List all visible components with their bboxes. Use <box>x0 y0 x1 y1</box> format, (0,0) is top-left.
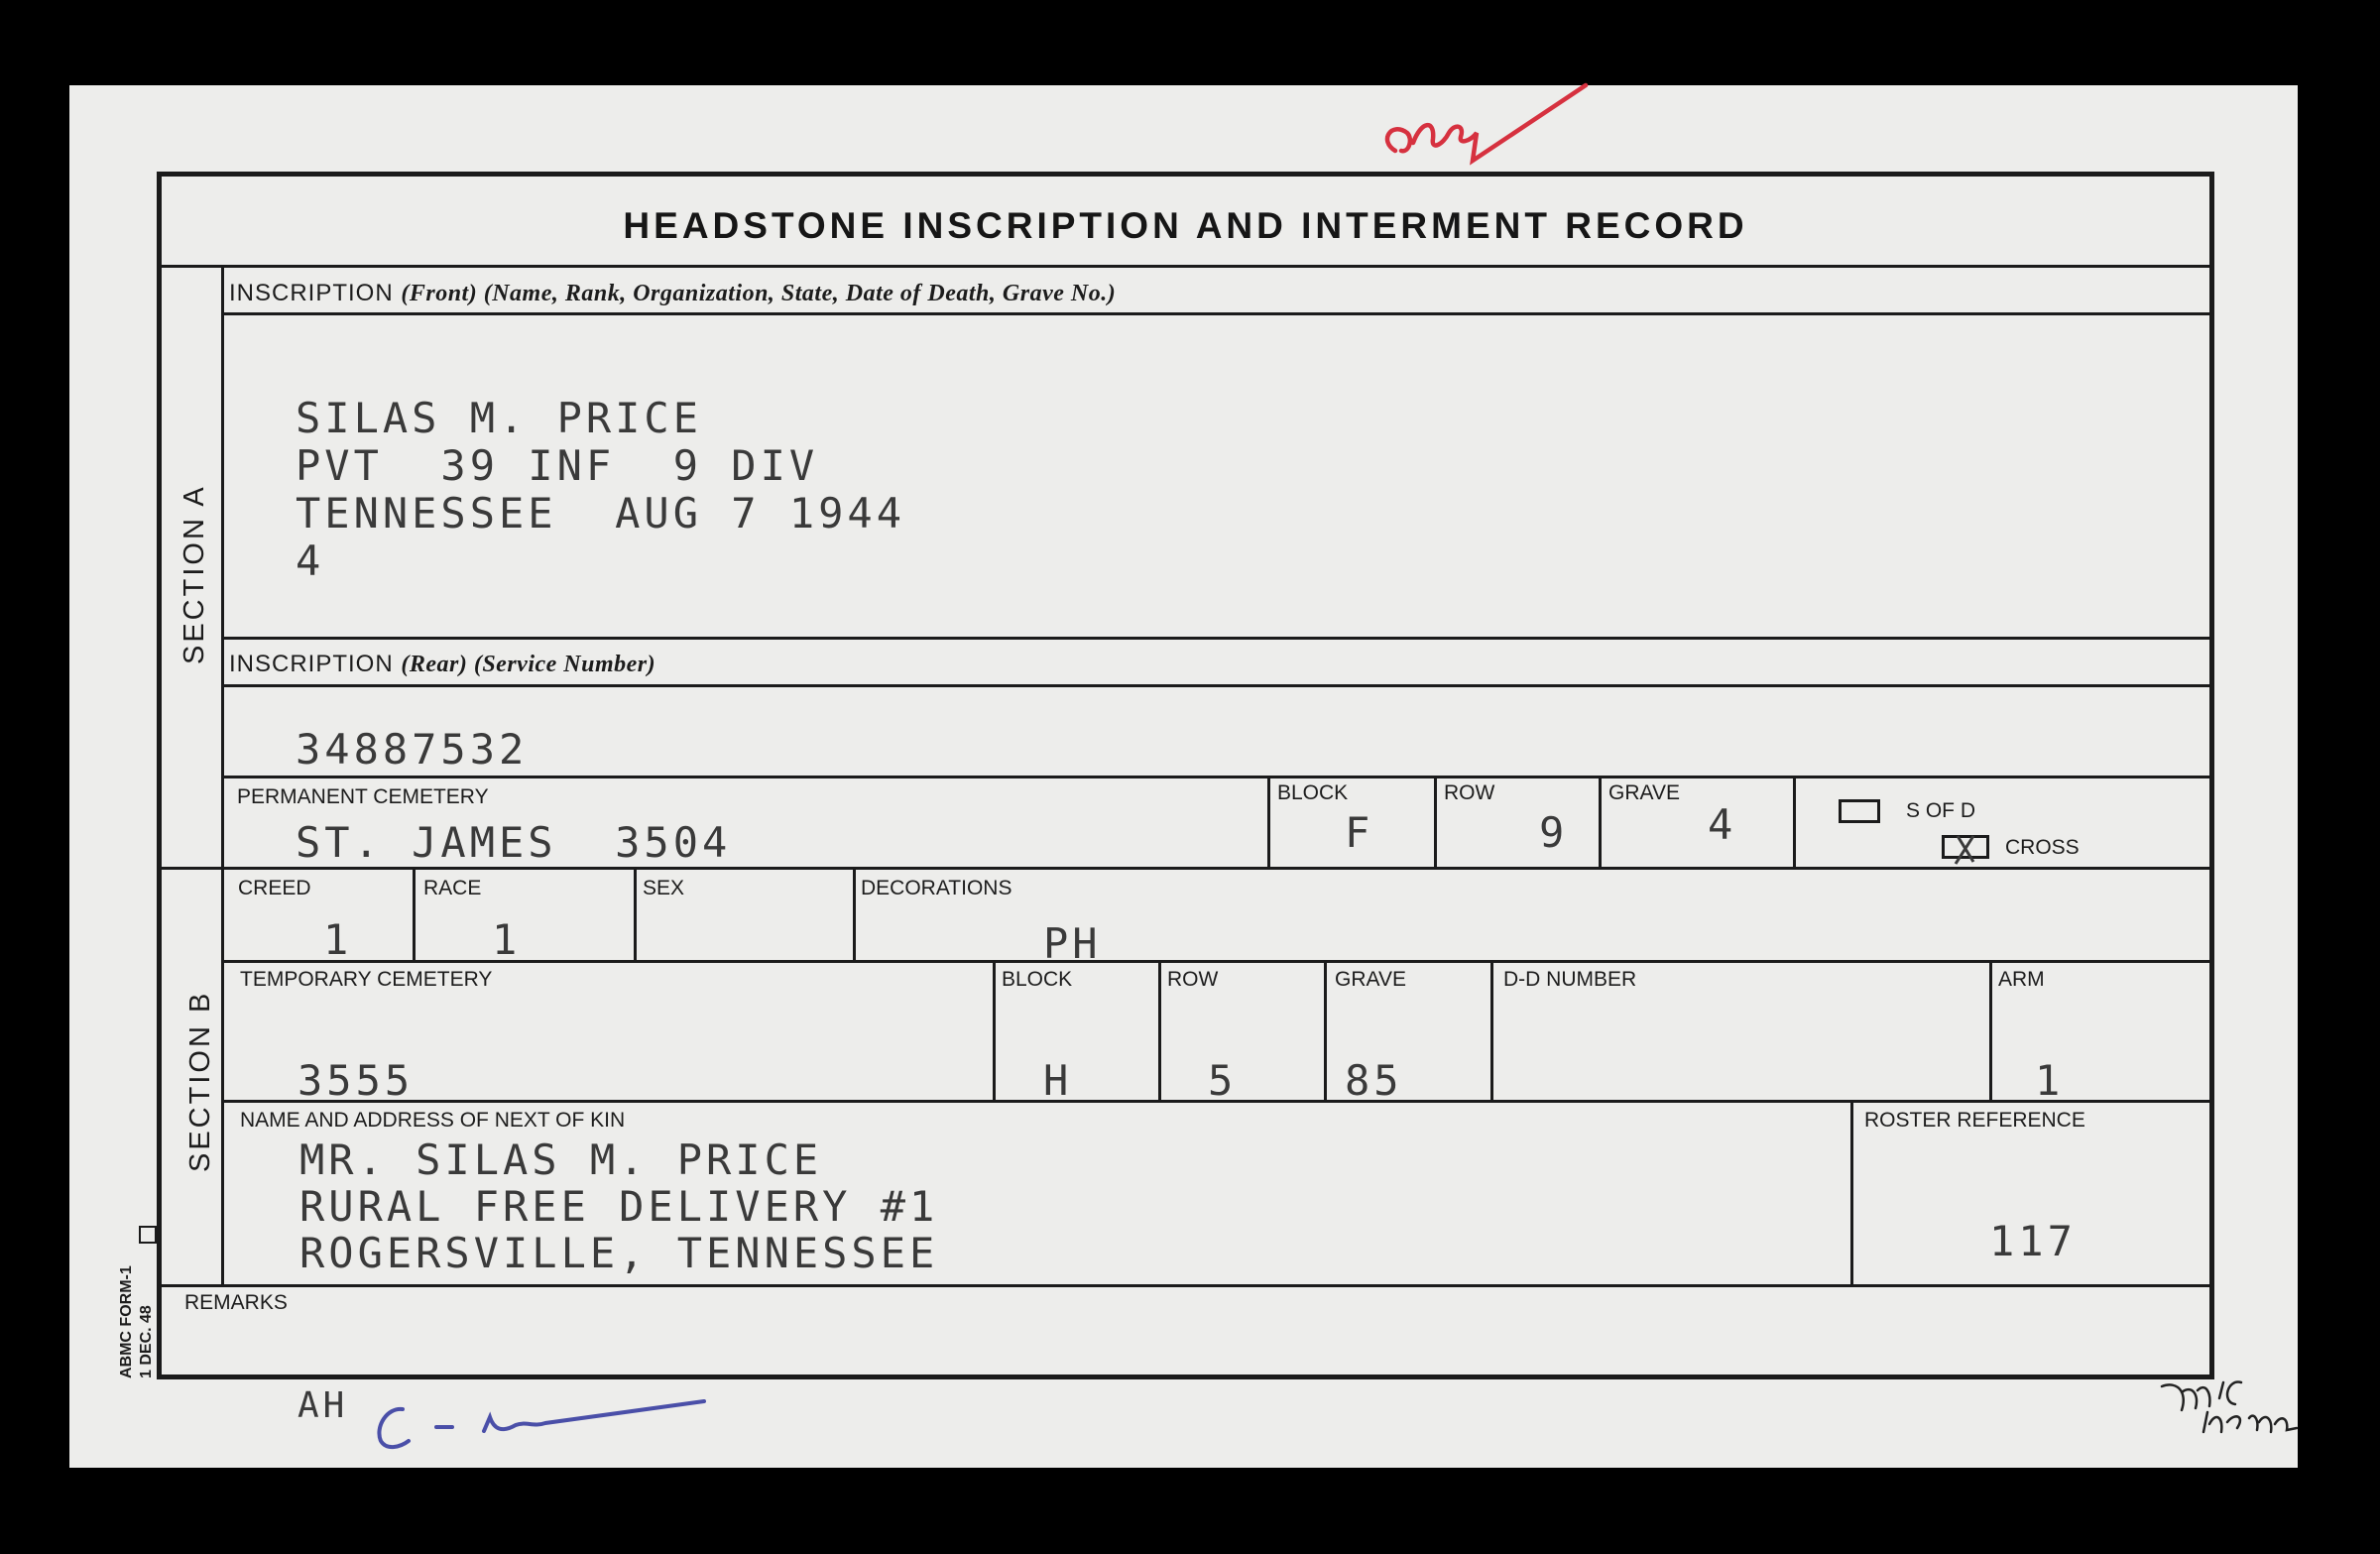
dd-number-label: D-D NUMBER <box>1503 968 1637 991</box>
permanent-cemetery-label: PERMANENT CEMETERY <box>237 785 489 808</box>
remarks-label: REMARKS <box>184 1291 288 1314</box>
inscription-front-line-2: PVT 39 INF 9 DIV <box>296 441 819 490</box>
blue-ink-mark <box>367 1393 714 1463</box>
rule <box>1490 960 1493 1102</box>
row-value: 9 <box>1539 808 1569 857</box>
temp-row-label: ROW <box>1167 968 1219 991</box>
rule <box>413 867 416 962</box>
section-b-label: SECTION B <box>184 990 216 1172</box>
next-of-kin-line-1: MR. SILAS M. PRICE <box>299 1136 823 1184</box>
check-x-icon <box>1942 828 1989 868</box>
rule <box>1267 776 1270 869</box>
s-of-d-checkbox[interactable] <box>1839 799 1880 823</box>
rule <box>223 776 2209 778</box>
rule <box>1793 776 1796 869</box>
temp-block-label: BLOCK <box>1002 968 1073 991</box>
row-label: ROW <box>1444 781 1495 804</box>
next-of-kin-line-3: ROGERSVILLE, TENNESSEE <box>299 1229 939 1277</box>
cross-label: CROSS <box>2005 836 2080 859</box>
rule <box>1850 1100 1853 1286</box>
race-label: RACE <box>423 877 482 899</box>
form-id-line-1: ABMC FORM-1 <box>118 1265 135 1378</box>
rule <box>993 960 996 1102</box>
next-of-kin-label: NAME AND ADDRESS OF NEXT OF KIN <box>240 1109 626 1132</box>
rule <box>1599 776 1602 869</box>
form-title: HEADSTONE INSCRIPTION AND INTERMENT RECORD <box>623 205 1748 246</box>
creed-label: CREED <box>238 877 311 899</box>
temp-block-value: H <box>1043 1056 1073 1105</box>
creed-value: 1 <box>323 915 353 964</box>
temp-grave-value: 85 <box>1345 1056 1403 1105</box>
rule <box>162 265 2209 268</box>
inscription-front-line-3: TENNESSEE AUG 7 1944 <box>296 489 906 538</box>
inscription-rear-hint: (Rear) (Service Number) <box>401 652 656 677</box>
roster-reference-value: 117 <box>1989 1217 2077 1265</box>
rule <box>162 1284 2209 1287</box>
arm-value: 1 <box>2035 1056 2065 1105</box>
race-value: 1 <box>492 915 522 964</box>
temporary-cemetery-label: TEMPORARY CEMETERY <box>240 968 493 991</box>
form-id-line-2: 1 DEC. 48 <box>138 1305 155 1378</box>
permanent-cemetery-value: ST. JAMES 3504 <box>296 818 732 867</box>
rule <box>162 867 2209 870</box>
grave-value: 4 <box>1708 800 1737 849</box>
block-value: F <box>1345 808 1374 857</box>
rule <box>223 312 2209 315</box>
s-of-d-label: S OF D <box>1906 799 1976 822</box>
inscription-front-label-text: INSCRIPTION <box>229 280 394 306</box>
decorations-label: DECORATIONS <box>861 877 1012 899</box>
rule <box>634 867 637 962</box>
roster-reference-label: ROSTER REFERENCE <box>1864 1109 2085 1132</box>
remarks-initials: AH <box>298 1385 349 1426</box>
form-identifier <box>117 1265 157 1378</box>
arm-label: ARM <box>1998 968 2045 991</box>
rule <box>1324 960 1327 1102</box>
red-pencil-mark <box>1373 81 1592 171</box>
rule <box>223 637 2209 640</box>
temp-grave-label: GRAVE <box>1335 968 1406 991</box>
rule <box>853 867 856 962</box>
grave-label: GRAVE <box>1608 781 1680 804</box>
inscription-front-line-4: 4 <box>296 537 325 585</box>
section-a-label: SECTION A <box>178 484 210 664</box>
rule <box>1158 960 1161 1102</box>
signature-mark <box>2158 1373 2317 1452</box>
inscription-rear-label-text: INSCRIPTION <box>229 651 394 677</box>
sex-label: SEX <box>643 877 685 899</box>
temp-row-value: 5 <box>1208 1056 1238 1105</box>
rule <box>1434 776 1437 869</box>
block-label: BLOCK <box>1277 781 1349 804</box>
inscription-front-hint: (Front) (Name, Rank, Organization, State, Date of Death, Grave No.) <box>401 281 1117 306</box>
inscription-front-line-1: SILAS M. PRICE <box>296 394 703 442</box>
rule <box>223 684 2209 687</box>
margin-checkbox[interactable] <box>139 1226 157 1244</box>
inscription-rear-label <box>229 651 655 678</box>
section-column-rule <box>221 265 224 1286</box>
service-number: 34887532 <box>296 725 529 774</box>
inscription-front-label <box>229 280 1116 307</box>
next-of-kin-line-2: RURAL FREE DELIVERY #1 <box>299 1182 939 1231</box>
decorations-value: PH <box>1043 919 1102 968</box>
temp-cemetery-value: 3555 <box>298 1056 415 1105</box>
cross-checkbox[interactable] <box>1942 835 1989 859</box>
rule <box>223 960 2209 963</box>
rule <box>1989 960 1992 1102</box>
